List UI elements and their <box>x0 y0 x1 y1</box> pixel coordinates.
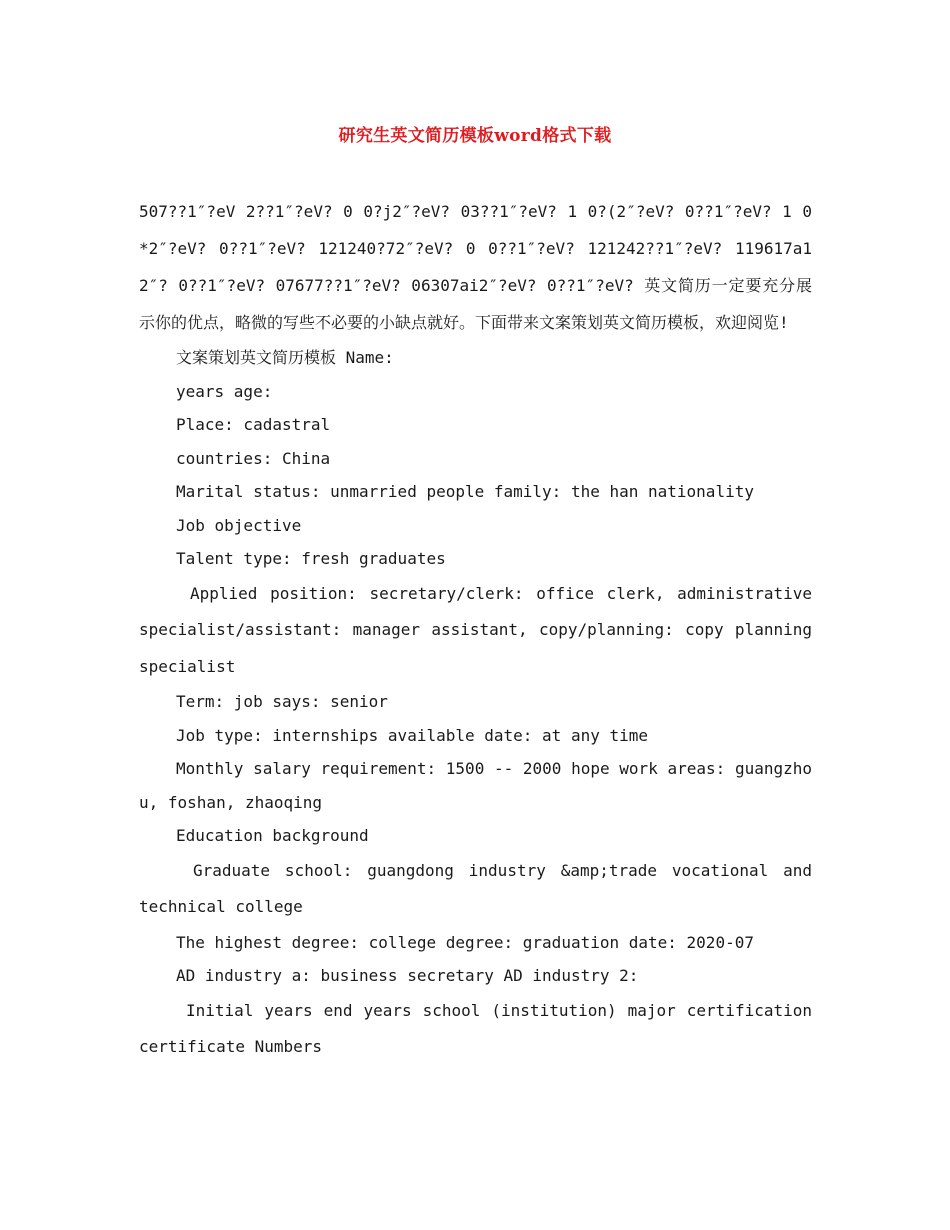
salary-paragraph: Monthly salary requirement: 1500 -- 2000 hope work areas: guangzhou, foshan, zhaoqing <box>139 759 812 812</box>
job-objective-heading: Job objective <box>176 515 302 535</box>
highest-degree-line: The highest degree: college degree: graduation date: 2020-07 <box>176 932 754 952</box>
term-line: Term: job says: senior <box>176 692 388 711</box>
graduate-school-paragraph: Graduate school: guangdong industry &amp;trade vocational and technical college <box>139 860 812 916</box>
age-line: years age: <box>176 381 273 401</box>
document-title: 研究生英文简历模板word格式下载 <box>338 126 612 146</box>
education-heading: Education background <box>176 826 369 845</box>
ad-industry-line: AD industry a: business secretary AD industry 2: <box>176 966 639 985</box>
marital-status-line: Marital status: unmarried people family: the han nationality <box>176 482 754 501</box>
applied-position-paragraph: Applied position: secretary/clerk: office clerk, administrative specialist/assistant: manager assistant, copy/planning: copy planning specialist <box>139 583 812 676</box>
place-line: Place: cadastral <box>176 415 331 434</box>
intro-paragraph: 507??1″?eV 2??1″?eV? 0 0?j2″?eV? 03??1″?eV? 1 0?(2″?eV? 0??1″?eV? 1 0 *2″?eV? 0??1″?eV? 121240?72″?eV? 0 0??1″?eV? 121242??1″?eV? 119617a12″? 0??1″?eV? 07677??1″?eV? 06307ai2″?eV? 0??1″?eV? 英文简历一定要充分展示你的优点，略微的写些不必要的小缺点就好。下面带来文案策划英文简历模板，欢迎阅览! <box>139 202 812 332</box>
job-type-line: Job type: internships available date: at any time <box>176 725 649 745</box>
country-line: countries: China <box>176 448 331 468</box>
document-body <box>139 193 812 1066</box>
resume-heading-line: 文案策划英文简历模板 Name: <box>176 348 394 367</box>
talent-type-line: Talent type: fresh graduates <box>176 549 446 568</box>
certification-paragraph: Initial years end years school (institution) major certification certificate Numbers <box>139 1000 812 1056</box>
